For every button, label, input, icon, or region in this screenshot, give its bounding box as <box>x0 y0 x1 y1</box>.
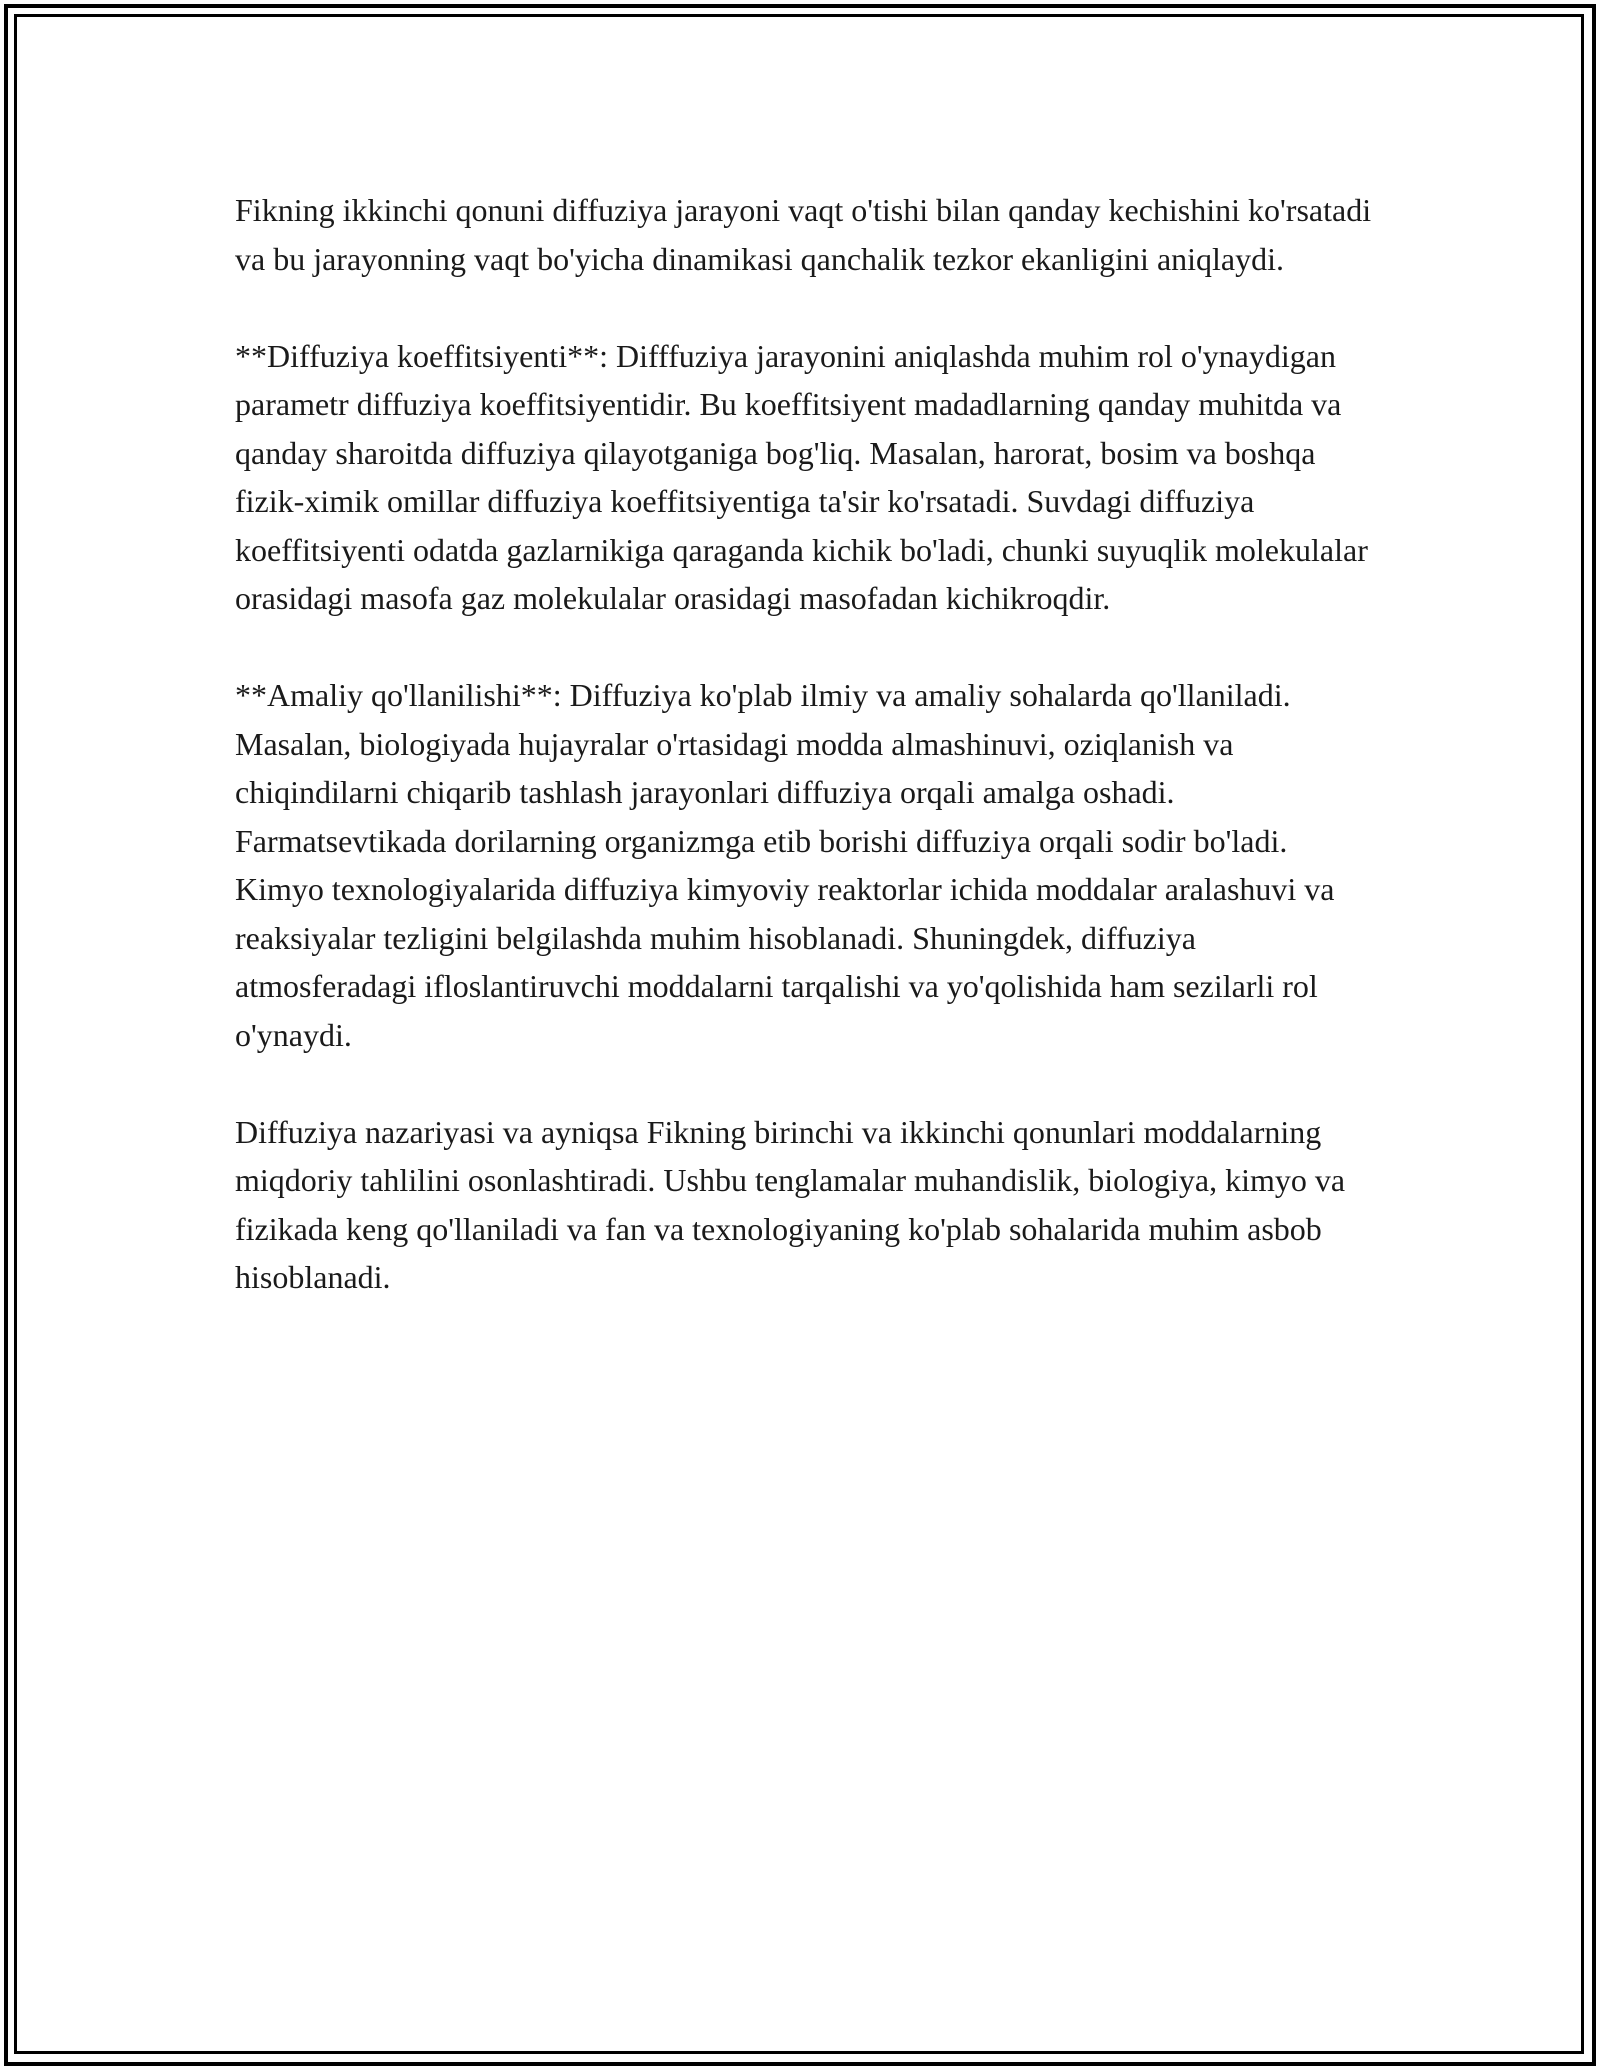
paragraph-conclusion: Diffuziya nazariyasi va ayniqsa Fikning birinchi va ikkinchi qonunlari moddalarning miqdoriy tahlilini osonlashtiradi. Ushbu tenglamalar muhandislik, biologiya, kimyo va fizikada keng qo'llaniladi va fan va texnologiyaning ko'plab sohalarida muhim asbob hisoblanadi. <box>235 1113 1346 1295</box>
paragraph-diffusion-coefficient: **Diffuziya koeffitsiyenti**: Difffuziya jarayonini aniqlashda muhim rol o'ynaydigan parametr diffuziya koeffitsiyentidir. Bu koeffitsiyent madadlarning qanday muhitda va qanday sharoitda diffuziya qilayotganiga bog'liq. Masalan, harorat, bosim va boshqa fizik-ximik omillar diffuziya koeffitsiyentiga ta'sir ko'rsatadi. Suvdagi diffuziya koeffitsiyenti odatda gazlarnikiga qaraganda kichik bo'ladi, chunki suyuqlik molekulalar orasidagi masofa gaz molekulalar orasidagi masofadan kichikroqdir. <box>235 337 1368 616</box>
paragraph-practical-applications: **Amaliy qo'llanilishi**: Diffuziya ko'plab ilmiy va amaliy sohalarda qo'llaniladi. Masalan, biologiyada hujayralar o'rtasidagi modda almashinuvi, oziqlanish va chiqindilarni chiqarib tashlash jarayonlari diffuziya orqali amalga oshadi. Farmatsevtikada dorilarning organizmga etib borishi diffuziya orqali sodir bo'ladi. Kimyo texnologiyalarida diffuziya kimyoviy reaktorlar ichida moddalar aralashuvi va reaksiyalar tezligini belgilashda muhim hisoblanadi. Shuningdek, diffuziya atmosferadagi ifloslantiruvchi moddalarni tarqalishi va yo'qolishida ham sezilarli rol o'ynaydi. <box>235 677 1335 1053</box>
document-body <box>235 186 1375 1350</box>
paragraph-fick-second-law: Fikning ikkinchi qonuni diffuziya jarayoni vaqt o'tishi bilan qanday kechishini ko'rsatadi va bu jarayonning vaqt bo'yicha dinamikasi qanchalik tezkor ekanligini aniqlaydi. <box>235 192 1372 277</box>
